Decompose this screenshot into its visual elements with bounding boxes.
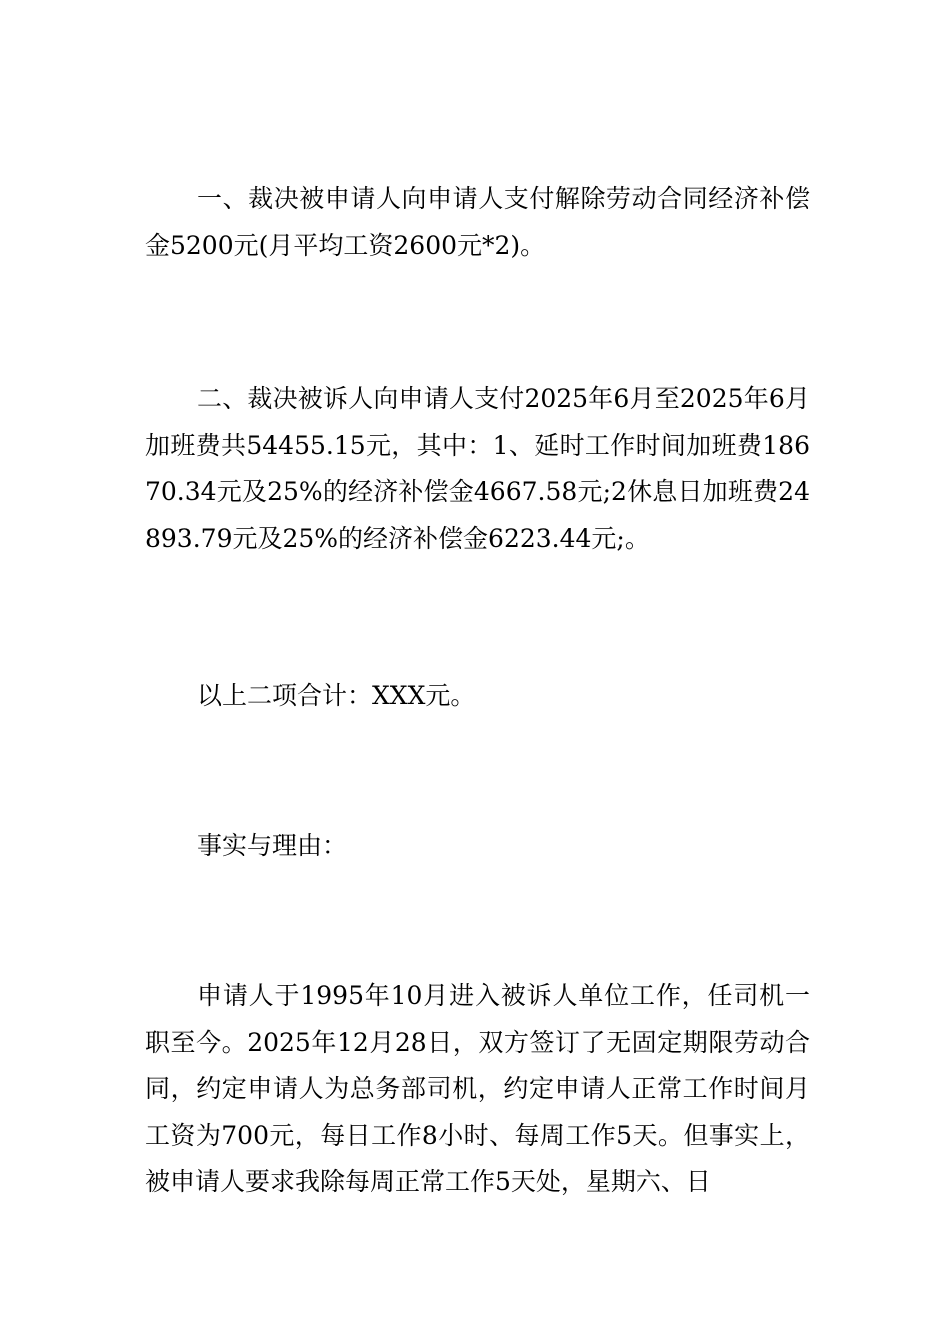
paragraph-facts: 申请人于1995年10月进入被诉人单位工作，任司机一职至今。2025年12月28日，双方签订了无固定期限劳动合同，约定申请人为总务部司机，约定申请人正常工作时间月工资为700元，每日工作8小时、每周工作5天。但事实上，被申请人要求我除每周正常工作5天处，星期六、日 [145,981,810,1196]
section-heading-facts-and-reasons: 事实与理由： [197,831,348,860]
paragraph-claim-2: 二、裁决被诉人向申请人支付2025年6月至2025年6月加班费共54455.15元，其中：1、延时工作时间加班费18670.34元及25%的经济补偿金4667.58元;2休息日加班费24893.79元及25%的经济补偿金6223.44元;。 [145,384,810,553]
paragraph-claim-1: 一、裁决被申请人向申请人支付解除劳动合同经济补偿金5200元(月平均工资2600元*2)。 [145,184,810,260]
paragraph-total: 以上二项合计：XXX元。 [197,681,476,710]
